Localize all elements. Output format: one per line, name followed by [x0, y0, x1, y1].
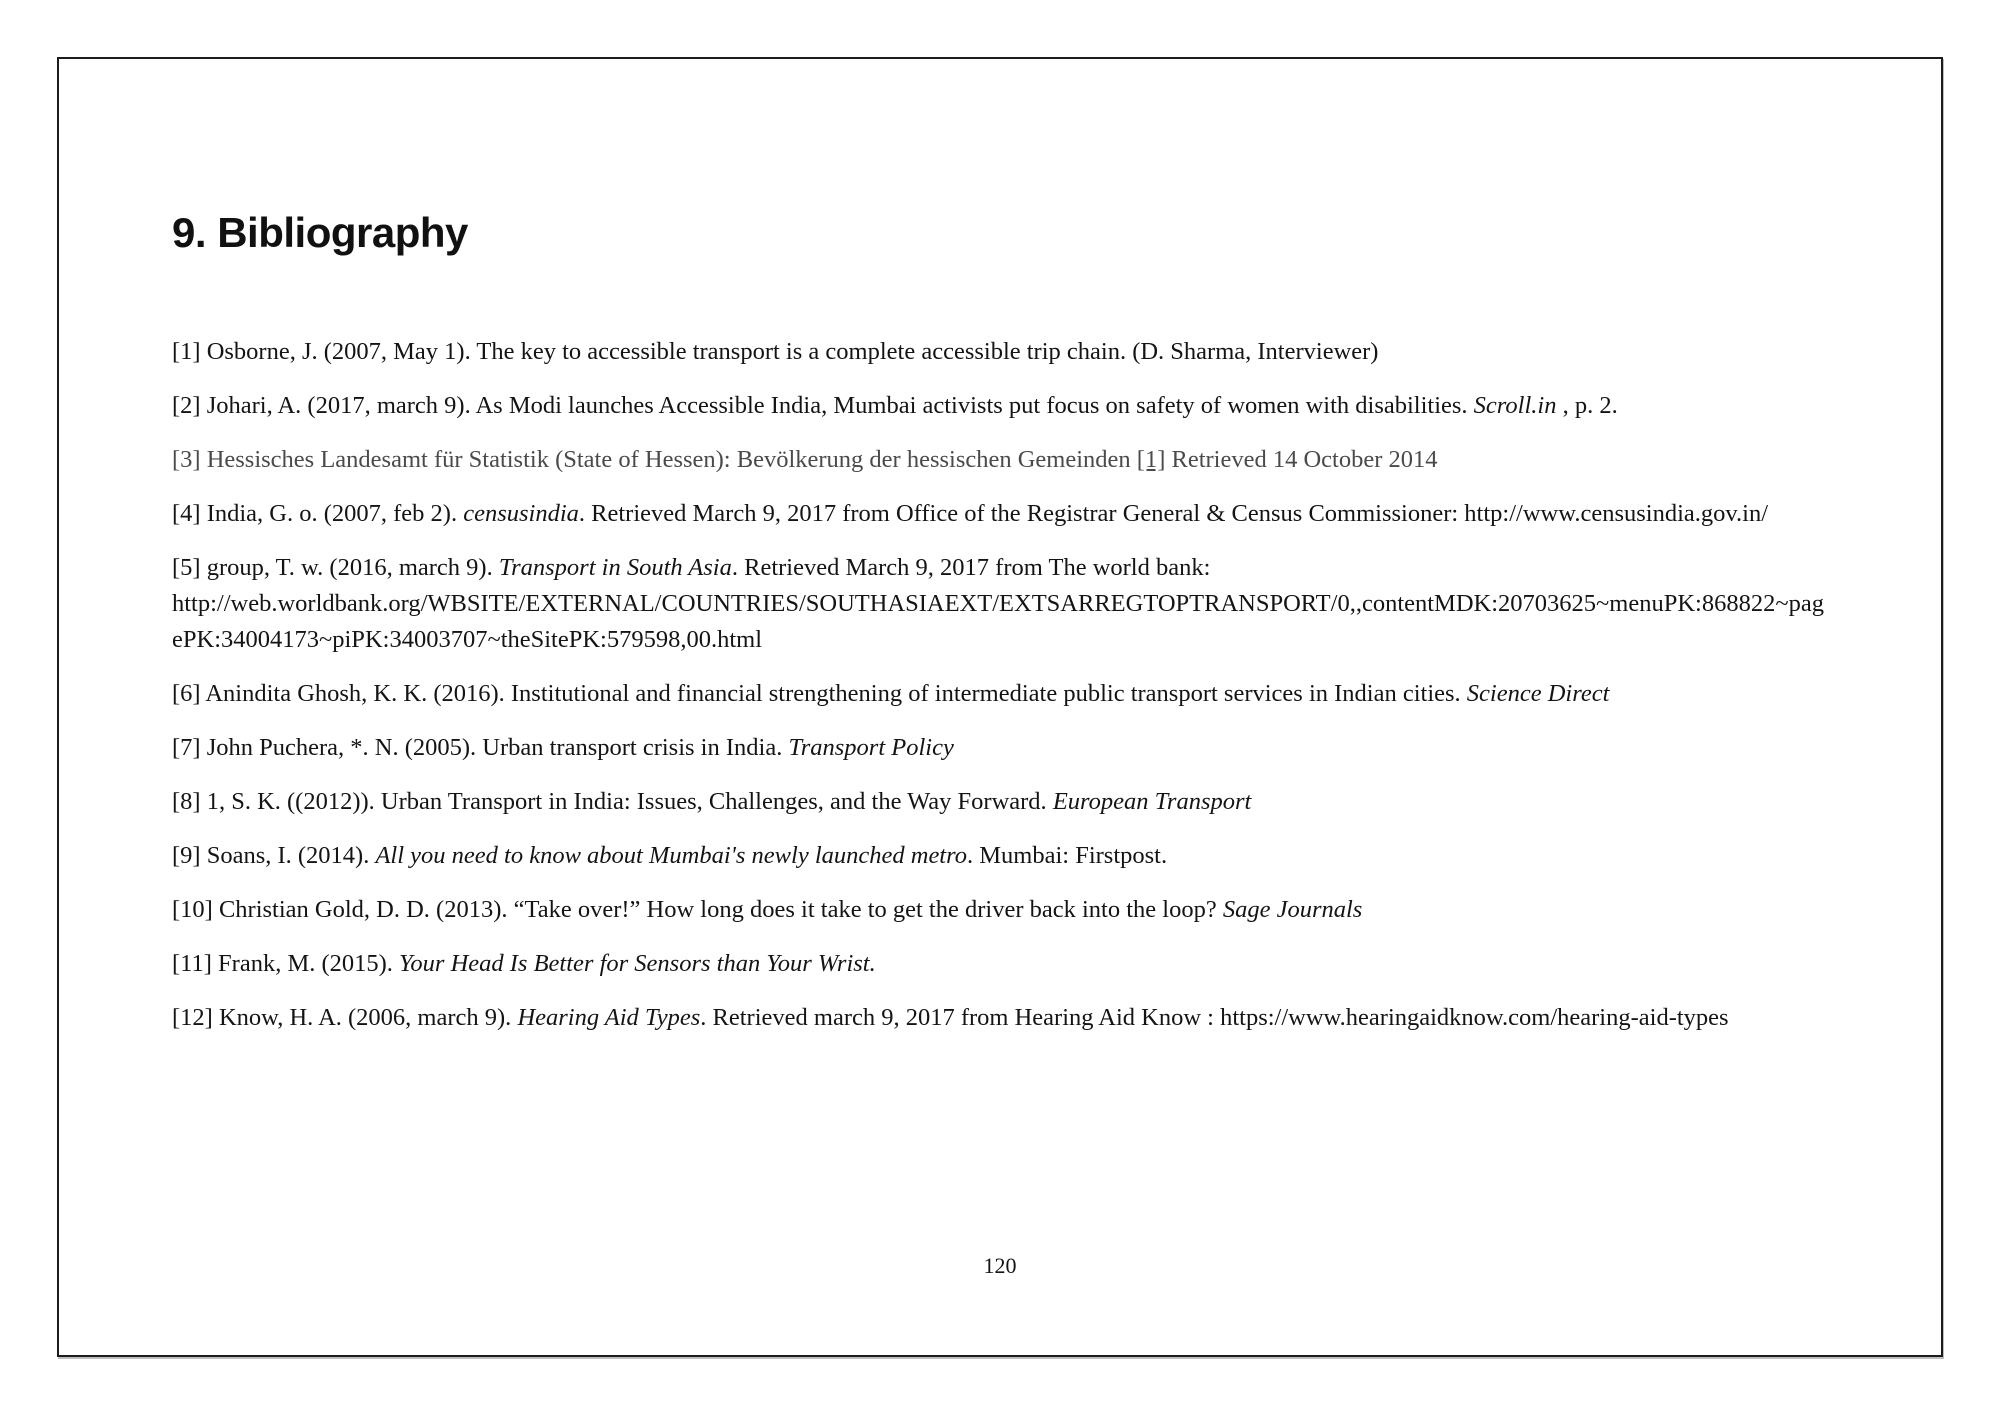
reference-text: Retrieved 14 October 2014: [1165, 446, 1438, 473]
reference-text: . Mumbai: Firstpost.: [967, 842, 1168, 869]
reference-source-title: Sage Journals: [1222, 896, 1363, 923]
reference-text: [7] John Puchera, *. N. (2005). Urban transport crisis in India.: [172, 734, 789, 761]
reference-text: [1] Osborne, J. (2007, May 1). The key to accessible transport is a complete accessible trip chain. (D. Sharma, Interviewer): [172, 338, 1379, 365]
reference-source-title: European Transport: [1052, 788, 1252, 815]
reference-source-title: Transport Policy: [788, 734, 954, 761]
page-title: 9. Bibliography: [172, 209, 468, 256]
reference-source-title: Science Direct: [1466, 680, 1610, 707]
reference-text: [12] Know, H. A. (2006, march 9).: [172, 1004, 518, 1031]
reference-text: [3] Hessisches Landesamt für Statistik (State of Hessen): Bevölkerung der hessischen Gemeinden: [172, 446, 1137, 473]
reference-source-title: Scroll.in: [1473, 392, 1557, 419]
reference-item: [172, 496, 1828, 532]
page-number: 120: [983, 1253, 1017, 1278]
reference-item: [172, 946, 1828, 982]
reference-item: [172, 892, 1828, 928]
reference-text: [10] Christian Gold, D. D. (2013). “Take over!” How long does it take to get the driver back into the loop?: [172, 896, 1223, 923]
reference-text: [11] Frank, M. (2015).: [172, 950, 400, 977]
reference-text: . Retrieved march 9, 2017 from Hearing Aid Know : https://www.hearingaidknow.com/hearing-aid-types: [700, 1004, 1729, 1031]
reference-source-title: censusindia: [463, 500, 579, 527]
reference-source-title: Hearing Aid Types: [517, 1004, 701, 1031]
citation-link[interactable]: [1]: [1136, 446, 1166, 473]
reference-text: [6] Anindita Ghosh, K. K. (2016). Institutional and financial strengthening of intermediate public transport services in Indian cities.: [172, 680, 1467, 707]
reference-text: [9] Soans, I. (2014).: [172, 842, 376, 869]
reference-text: [2] Johari, A. (2017, march 9). As Modi launches Accessible India, Mumbai activists put focus on safety of women with disabilities.: [172, 392, 1474, 419]
reference-item: [172, 1000, 1828, 1036]
reference-source-title: All you need to know about Mumbai's newly launched metro: [375, 842, 967, 869]
reference-item: [172, 550, 1828, 658]
reference-item: [172, 730, 1828, 766]
reference-item: [172, 442, 1828, 478]
reference-text: [4] India, G. o. (2007, feb 2).: [172, 500, 464, 527]
reference-item: [172, 388, 1828, 424]
reference-item: [172, 838, 1828, 874]
references-list: [172, 334, 1828, 1036]
reference-item: [172, 676, 1828, 712]
reference-text: [8] 1, S. K. ((2012)). Urban Transport in India: Issues, Challenges, and the Way Forward.: [172, 788, 1053, 815]
reference-source-title: Your Head Is Better for Sensors than Your Wrist.: [399, 950, 876, 977]
document-page: [57, 57, 1943, 1357]
reference-item: [172, 784, 1828, 820]
reference-text: [5] group, T. w. (2016, march 9).: [172, 554, 499, 581]
reference-source-title: Transport in South Asia: [498, 554, 732, 581]
reference-text: , p. 2.: [1556, 392, 1618, 419]
reference-item: [172, 334, 1828, 370]
reference-text: . Retrieved March 9, 2017 from The world bank: http://web.worldbank.org/WBSITE/EXTERNAL/COUNTRIES/SOUTHASIAEXT/EXTSARREGTOPTRANSPORT/0,,contentMDK:20703625~menuPK:868822~pagePK:34004173~piPK:34003707~theSitePK:579598,00.html: [172, 554, 1824, 653]
page-content: [59, 59, 1941, 1036]
reference-text: . Retrieved March 9, 2017 from Office of the Registrar General & Census Commissioner: http://www.censusindia.gov.in/: [578, 500, 1769, 527]
